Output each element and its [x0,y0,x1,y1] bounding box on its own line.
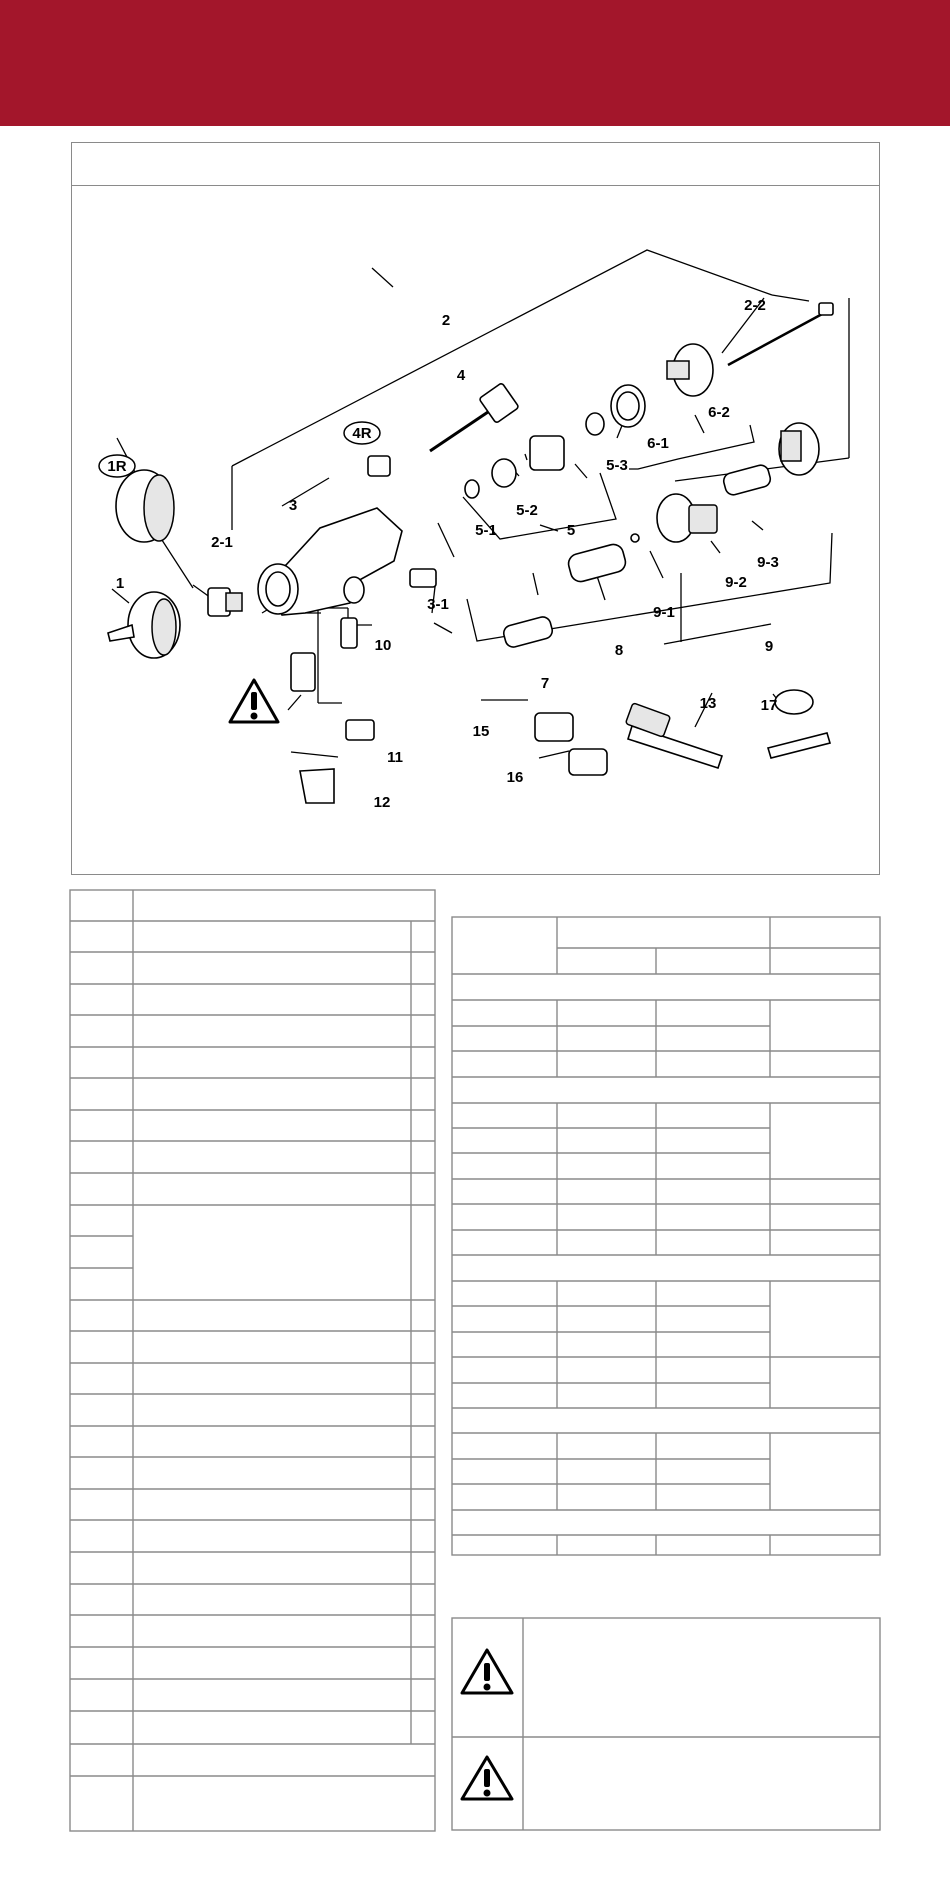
callout-label-11: 11 [387,749,403,766]
callout-label-2-1: 2-1 [211,534,233,551]
part-spring-9-3 [722,463,772,496]
warning-triangle-icon [462,1650,512,1693]
part-fitting-11 [346,720,374,740]
callout-label-9-2: 9-2 [725,574,747,591]
part-joint-15 [535,713,573,741]
callout-label-15: 15 [472,723,490,740]
callout-label-5-3: 5-3 [606,457,628,474]
callout-label-9-1: 9-1 [653,604,675,621]
callout-label-4: 4 [456,367,466,384]
callout-label-10: 10 [374,637,392,654]
callout-4R [344,422,380,444]
part-spring-7 [502,615,554,649]
callout-label-9-3: 9-3 [757,554,779,571]
callout-label-8: 8 [614,642,624,659]
callout-label-4R: 4R [352,425,372,442]
spec-table-right-grid [452,917,880,1555]
callout-label-1: 1 [115,575,125,592]
callout-label-5-1: 5-1 [475,522,497,539]
callout-label-6-2: 6-2 [708,404,730,421]
part-brush-13 [628,726,722,768]
callout-label-16: 16 [506,769,524,786]
part-joint [291,653,315,691]
part-plug-4r [368,456,390,476]
callout-label-2: 2 [441,312,451,329]
warning-triangle-icon [230,680,278,722]
part-spring-8 [566,542,627,584]
callout-label-1R: 1R [107,458,127,475]
part-fitting-3-1 [410,569,436,587]
exploded-parts-diagram [71,142,880,875]
callout-label-5: 5 [566,522,576,539]
callout-label-6-1: 6-1 [647,435,669,452]
part-screw-10 [341,618,357,648]
callout-1R [99,455,135,477]
part-clip-12 [300,769,334,803]
callout-label-12: 12 [373,794,391,811]
callout-label-3-1: 3-1 [427,596,449,613]
warning-triangle-icon [462,1757,512,1799]
header-banner [0,0,950,126]
part-bolt-17 [768,733,830,758]
part-joint-16 [569,749,607,775]
callout-label-2-2: 2-2 [744,297,766,314]
warning-notes-box [452,1618,880,1830]
callout-label-17: 17 [760,697,778,714]
callout-label-5-2: 5-2 [516,502,538,519]
part-washer-17 [775,690,813,714]
parts-drawing [72,143,881,876]
callout-label-3: 3 [288,497,298,514]
callout-label-13: 13 [699,695,717,712]
callout-label-9: 9 [764,638,774,655]
parts-table-left-grid [70,890,435,1831]
part-needle [479,383,519,424]
part-valve-5 [530,436,564,470]
callout-label-7: 7 [540,675,550,692]
